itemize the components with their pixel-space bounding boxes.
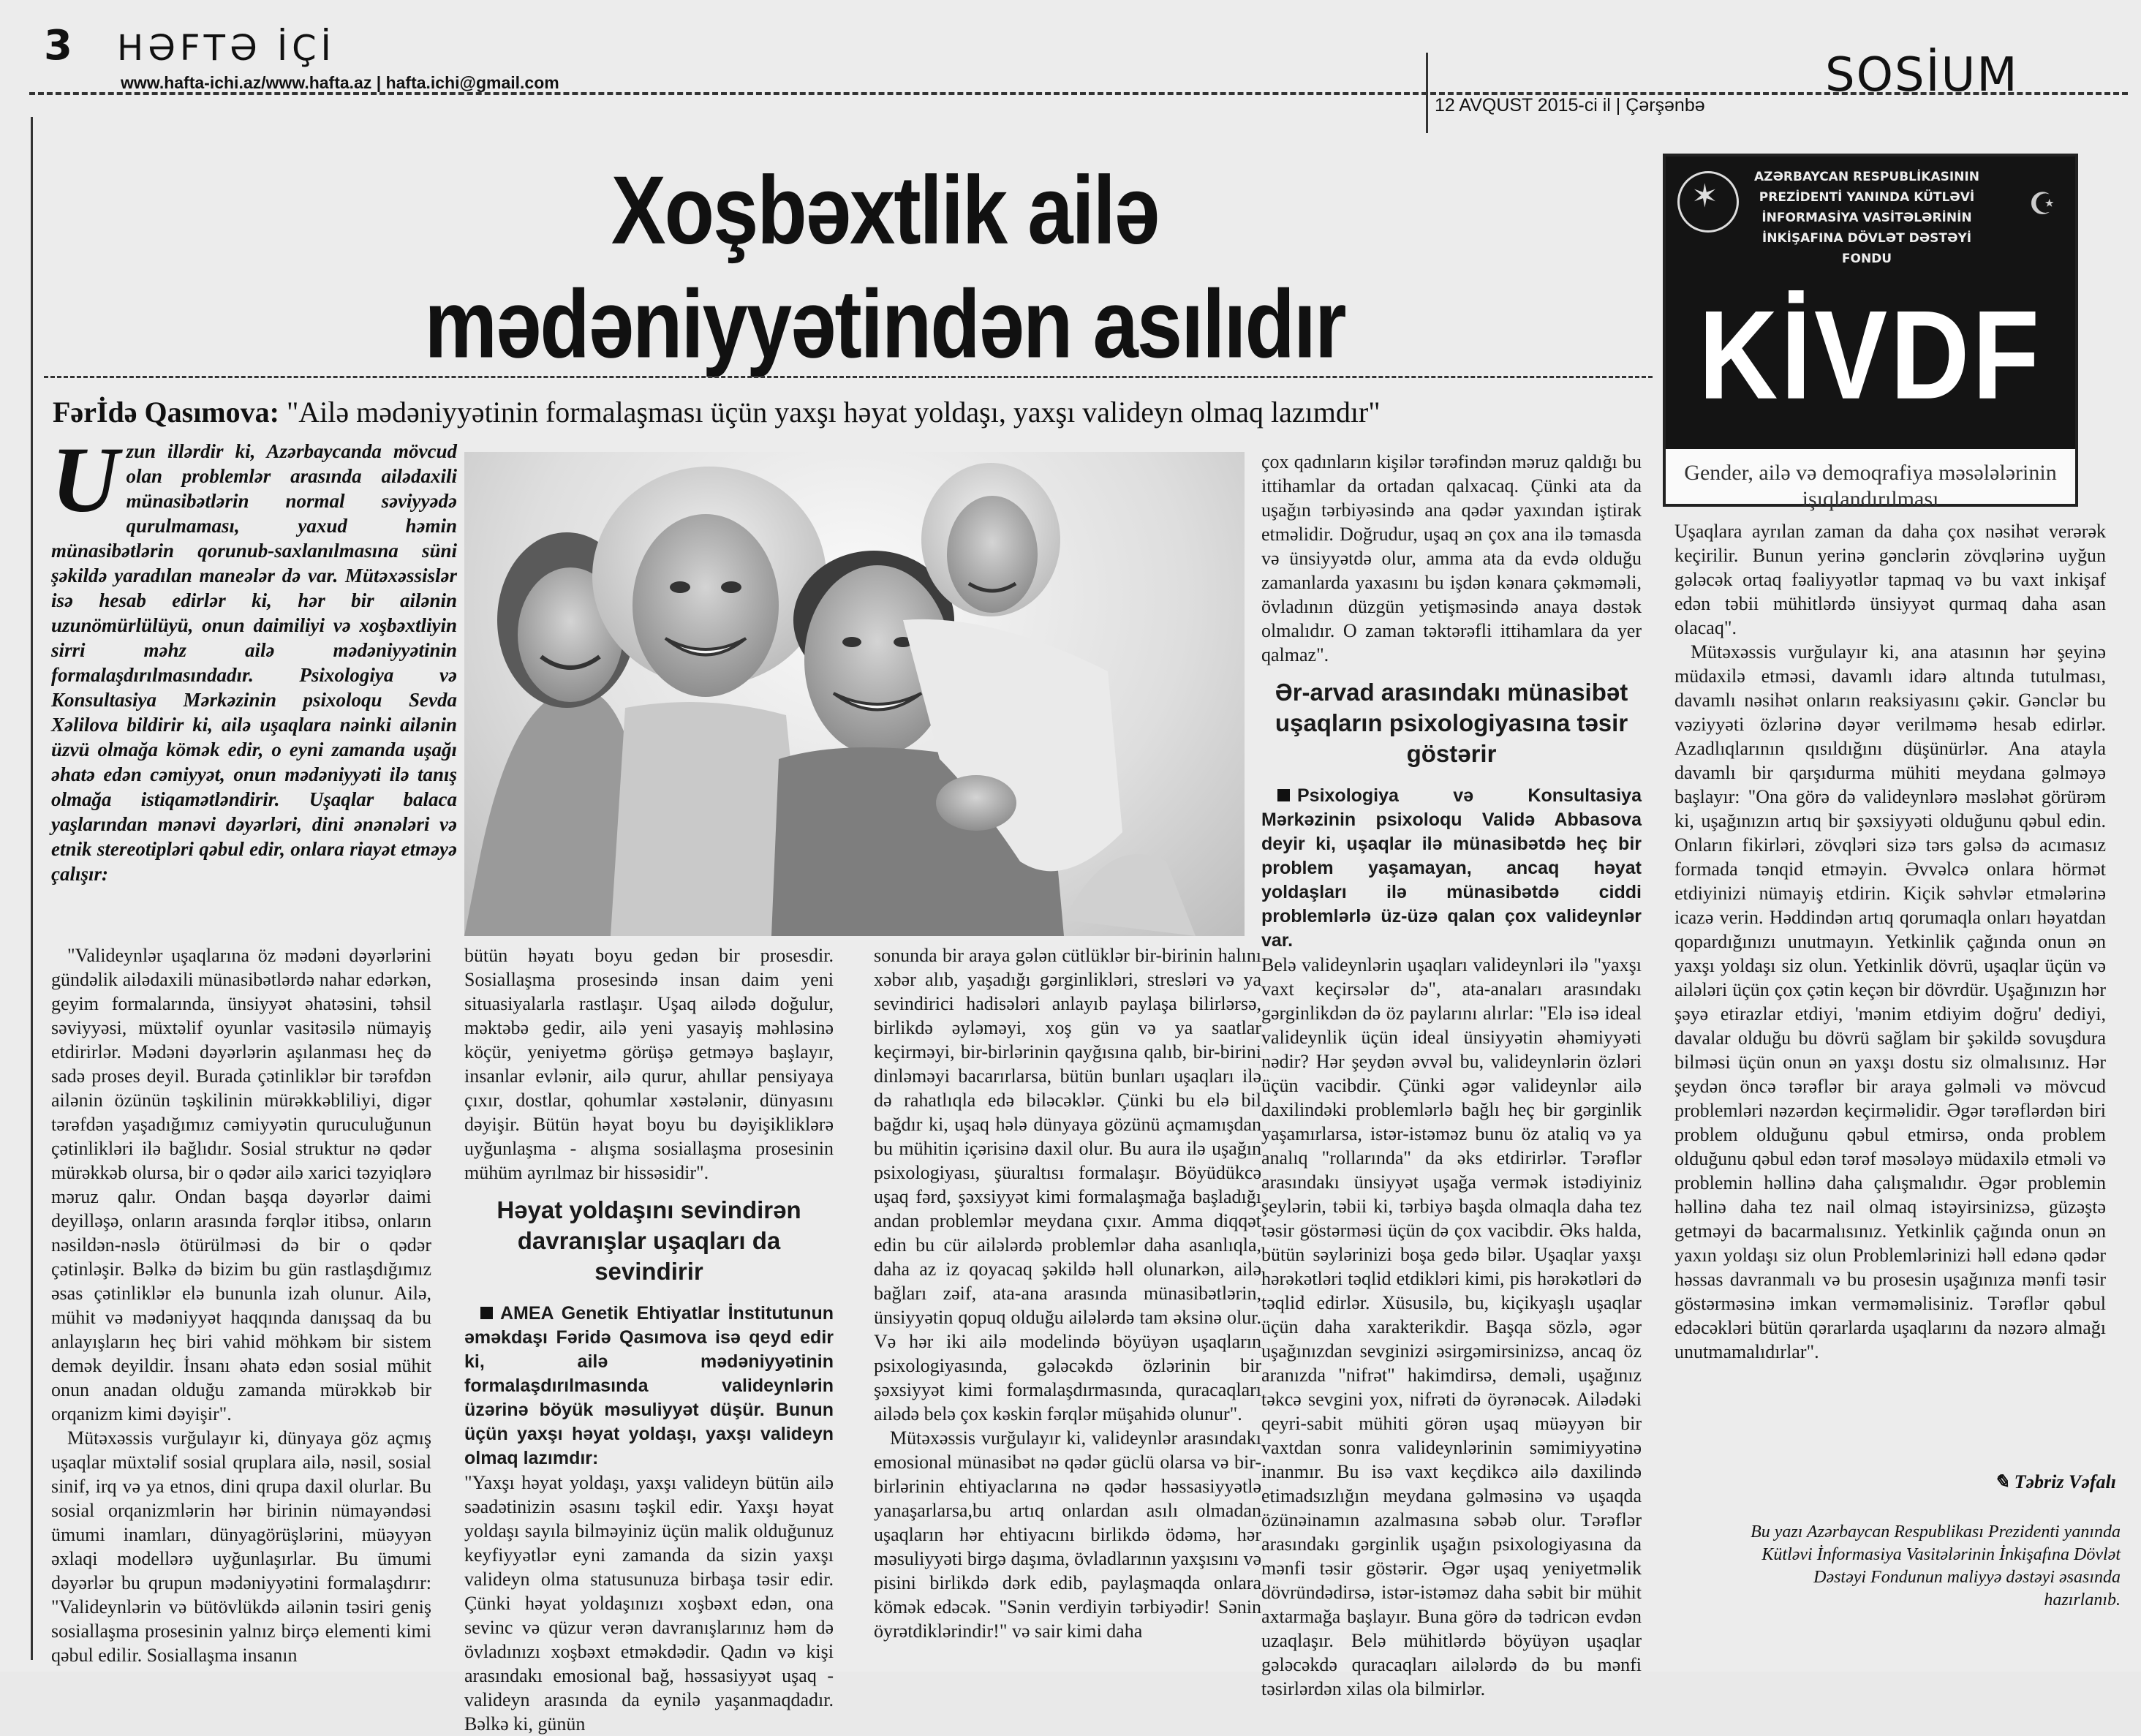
- headline-line-2: mədəniyyətindən asılıdır: [424, 270, 1345, 378]
- section-title: SOSİUM: [1825, 48, 2019, 102]
- family-photo: [464, 452, 1245, 936]
- subheading-2: Ər-arvad arasındakı münasibət uşaqların psixologiyasına təsir göstərir: [1275, 679, 1628, 767]
- author-name: Təbriz Vəfalı: [2014, 1471, 2116, 1492]
- paper-websites: www.hafta-ichi.az/www.hafta.az | hafta.ichi@gmail.com: [121, 73, 559, 92]
- kivdf-caption: Gender, ailə və demoqrafiya məsələlərinin işıqlandırılması: [1684, 461, 2057, 511]
- column-2-paragraph-1: bütün həyatı boyu gedən bir prosesdir. Sosiallaşma prosesində insan daim yeni situasiyalarla rastlaşır. Uşaq ailədə doğulur, məktəbə gedir, ailə yeni yasayiş məhləsinə köçür, yeniyetmə görüşə getməyə başlayır, insanlar evlənir, ailə qurur, ahıllar pensiyaya çıxır, dostlar, qohumlar xəstələnir, dünyasını dəyişir. Bütün həyat boyu bu dəyişikliklərə uyğunlaşma - alışma sosiallaşma prosesinin mühüm ayrılmaz bir hissəsidir".: [464, 945, 834, 1183]
- kivdf-badge: [1663, 154, 2078, 511]
- column-4-paragraph-2: Belə valideynlərin uşaqları valideynləri ilə "yaxşı vaxt keçirsələr də", ata-anaları arasındakı gərginlikdən də öz paylarını alırlar: "Elə isə ideal valideynlik üçün ideal ünsiyyətin əhəmiyyəti nədir? Hər şeydən əvvəl bu, valideynlərin özləri üçün vacibdir. Çünki əgər valideynlər ailə daxilindəki problemlərlə bağlı heç bir gərginlik yaşamırlarsa, istər-istəməz bunu öz ataliq və ya analıq "rollarında" da əks etdirirlər. Tərəflər arasındakı ünsiyyət uşağa vermək istədiyiniz şeylərin, təbii ki, tərbiyə başda olmaqla daha tez təsir göstərməsi üçün də çox vacibdir. Əks halda, bütün səylərinizi boşa gedə bilər. Uşaqlar yaxşı hərəkətləri təqlid etdikləri kimi, pis hərəkətləri də təqlid edirlər. Xüsusilə, bu, kiçikyaşlı uşaqlar üçün daha xarakterikdir. Başqa sözlə, əgər uşağınızdan sevginizi əsirgəmirsinizsə, ancaq öz aranızda "nifrət" hakimdirsə, deməli, uşağınız təkcə sevgini yox, nifrəti də öyrənəcək. Ailədəki qeyri-sabit mühiti görən uşaq müəyyən bir vaxtdan sonra valideynlərinin səmimiyyətinə inanmır. Bu isə vaxt keçdikcə ailə daxilində etimadsızlığın meydana gəlməsinə və uşaqda özünəinamın azalmasına səbəb olur. Tərəflər arasındakı gərginlik uşağın psixologiyasına da mənfi təsir göstərir. Əgər uşaq yeniyetməlik dövründədirsə, istər-istəməz daha səbit bir mühit axtarmağa başlayır. Buna görə də tədricən evdən uzaqlaşır. Belə mühitlərdə böyüyən uşaqlar gələcəkdə quracaqları ailələrdə də bu mənfi təsirlərdən xilas ola bilmirlər.: [1261, 954, 1642, 1699]
- kivdf-dark-panel: [1666, 156, 2075, 449]
- article-column-2: [464, 943, 834, 1736]
- subtitle-name: Fərİdə Qasımova:: [53, 396, 279, 429]
- article-column-1: [51, 943, 431, 1667]
- page-number: 3: [44, 22, 72, 69]
- crescent-star-icon: ☪: [2028, 186, 2056, 222]
- header-separator: [1426, 53, 1428, 133]
- column-5-paragraph-1: Uşaqlara ayrılan zaman da daha çox nəsihət verərək keçirilir. Bunun yerinə gənclərin zövqlərinə uyğun gələcək ortaq fəaliyyətlər tapmaq və bu vaxt inkişaf edən təbii mühitlərdə ünsiyyət qurmaq daha asan olacaq".: [1674, 521, 2106, 638]
- column-5-paragraph-2: Mütəxəssis vurğulayır ki, ana atasının hər şeyinə müdaxilə etməsi, davamlı idarə altında tutulması, davamlı nəsihət onların reaksiyasını çəkir. Gənclər bu vəziyyəti özlərinə dəyər verilməmə hesab edirlər. Azadlıqlarının qısıldığını düşünürlər. Ana atayla davamlı bir qarşıdurma mühiti meydana gəlməyə başlayır: "Ona görə də valideynlərə məsləhət görürəm ki, uşağınızın artıq bir şəxsiyyəti olduğunu qəbul edin. Onların fikirləri, zövqləri sizə tərs gəlsə də acımasız formada tənqid etməyin. Əvvəlcə onlara hörmət etdiyinizi nümayiş etdirin. Kiçik səhvlər etmələrinə icazə verin. Həddindən artıq qorumaqla onları həyatdan qopardığınızı unutmayın. Yetkinlik çağında onun ən yaxşı yoldaşı siz olun. Yetkinlik dövrü, uşaqlar üçün və ailələri üçün çox çətin keçən bir dövrdür. Uşağınızın hər şəyə etirazlar etdiyi, 'mənim etdiyim doğru' dediyi, davalar olduğu bu dövrü sağlam bir şəkildə sovuşdura bilməsi üçün onun ən yaxşı dostu siz olmalısınız. Hər şeydən öncə tərəflər bir araya gəlməli və mövcud problemləri nəzərdən keçirməlidir. Əgər tərəflərdən biri problem olduğunu qəbul etmirsə, onda problem olduğunu qəbul edən tərəf məsələyə müdaxilə etməli və problemin həllinə daha çalışmalıdır. Əgər problemin həllinə daha tez nail olmaq istəyirsinizsə, güzəştə getməyi də bacarmalısınız. Yetkinlik çağında onun ən yaxın yoldaşı siz olun Problemlərinizi həll edənə qədər həssas davranmalı və bu prosesin uşağınıza mənfi təsir göstərməsinə imkan verməməlisiniz. Tərəflər qəbul edəcəkləri bütün qərarlarda uşaqlarını da nəzərə almağı unutmamalıdırlar".: [1674, 641, 2106, 1362]
- column-2-bold-paragraph: [464, 1302, 834, 1471]
- header-divider: [29, 92, 2128, 95]
- column-1-paragraph-2: Mütəxəssis vurğulayır ki, dünyaya göz açmış uşaqlar müxtəlif sosial qruplara ailə, nəsil, sosial sinif, irq və ya etnos, dini qrupa daxil olurlar. Bu sosial orqanizmlərin hər birinin nümayəndəsi ümumi inamları, dünyagörüşlərini, müəyyən əxlaqi modellərə uyğunlaşırlar. Bu ümumi dəyərlər bu qrupun mədəniyyətini formalaşdırır: "Valideynlərin və bütövlükdə ailənin təsiri geniş sosiallaşma prosesinin yalnız birçə elementi kimi qəbul edilir. Sosiallaşma insanın: [51, 1427, 431, 1666]
- pen-icon: ✎: [1993, 1471, 2014, 1492]
- bullet-square-icon: [480, 1307, 493, 1319]
- column-4-paragraph-1: çox qadınların kişilər tərəfindən məruz qaldığı bu ittihamlar da ortadan qalxacaq. Çünki ata da uşağın tərbiyəsində ana qədər yaxından iştirak etməlidir. Doğrudur, uşaq ən çox ana ilə təmasda və ünsiyyətdə olur, amma ata da evdə olduğu zamanlarda yaxasını bu işdən kənara çəkməməli, övladının düzgün yetişməsində anaya dəstək olmalıdır. O zaman təktərəfli ittihamlara da yer qalmaz".: [1261, 451, 1642, 665]
- article-headline: [278, 154, 1492, 382]
- left-border: [31, 117, 33, 1660]
- article-subtitle: [53, 395, 1661, 429]
- column-3-paragraph-2: Mütəxəssis vurğulayır ki, valideynlər arasındakı emosional münasibət nə qədər güclü olarsa və bir-birlərinin ehtiyaclarına nə qədər həssasiyyətlə yanaşarlarsa,bu artıq onlardan asılı olmadan uşaqların hər ehtiyacını birlikdə ödəmə, hər məsuliyyəti birgə daşıma, övladlarının yaxşısını və pisini birlikdə dərk edib, paylaşmaqda onlara kömək edəcək. "Sənin verdiyin tərbiyədir! Sənin öyrətdiklərindir!" və sair kimi daha: [874, 1427, 1261, 1642]
- kivdf-name: KİVDF: [1699, 284, 2042, 426]
- column-2-bold-text: AMEA Genetik Ehtiyatlar İnstitutunun əməkdaşı Fəridə Qasımova isə qeyd edir ki, ailə mədəniyyətinin formalaşdırılmasında valideynlərin üzərinə böyük məsuliyyət düşür. Bunun üçün yaxşı həyat yoldaşı, yaxşı valideyn olmaq lazımdır:: [464, 1303, 834, 1468]
- article-column-4: [1261, 450, 1642, 1701]
- subheading-1: Həyat yoldaşını sevindirən davranışlar uşaqları da sevindirir: [496, 1196, 801, 1285]
- column-4-bold-paragraph: [1261, 784, 1642, 953]
- column-4-bold-text: Psixologiya və Konsultasiya Mərkəzinin psixoloqu Validə Abbasova deyir ki, uşaqlar ilə münasibətdə heç bir problem yaşamayan, ancaq həyat yoldaşları ilə münasibətdə ciddi problemlərlə üz-üzə qalan çox valideynlər var.: [1261, 785, 1642, 951]
- column-1-paragraph-1: "Valideynlər uşaqlarına öz mədəni dəyərlərini gündəlik ailədaxili münasibətlərdə nahar edərkən, geyim formalarında, ünsiyyət əhatəsini, təhsil səviyyəsi, müxtəlif oyunlar vasitəsilə nümayiş etdirirlər. Mədəni dəyərlərin aşılanması heç də sadə proses deyil. Burada çətinliklər bir tərəfdən ailənin özünün təşkilinin mürəkkəbliliyi, digər tərəfdən yaşadığımız cəmiyyətin quruculuğunun çətinlikləri ilə bağlıdır. Sosial struktur nə qədər mürəkkəb olursa, bir o qədər ailə xarici təzyiqlərə məruz qalır. Ondan başqa dəyərlər daimi deyilləşə, onların arasında fərqlər itibsə, onların nəsildən-nəslə ötürülməsi də bir o qədər çətinləşir. Bəlkə də bizim bu gün rastlaşdığımız əsas çətinliklər elə bununla izah olunur. Ailə, mühit və mədəniyyət haqqında danışsaq da bu anlayışların heç biri vahid möhkəm bir sistem demək deyildir. İnsanı əhatə edən sosial mühit onun anadan olduğu zamanda mürəkkəb bir orqanizm kimi dəyişir".: [51, 945, 431, 1424]
- lead-text: zun illərdir ki, Azərbaycanda mövcud olan problemlər arasında ailədaxili münasibətlərin normal səviyyədə qurulmaması, yaxud həmin münasibətlərin qorunub-saxlanılmasına süni şəkildə yaradılan maneələr də var. Mütəxəssislər isə hesab edirlər ki, hər bir ailənin uzunömürlülüyü, onun daimiliyi və xoşbəxtliyin sirri məhz ailə mədəniyyətinin formalaşdırılmasındadır. Psixologiya və Konsultasiya Mərkəzinin psixoloqu Sevda Xəlilova bildirir ki, ailə uşaqlara nəinki ailənin üzvü olmağa kömək edir, o eyni zamanda uşağı əhatə edən cəmiyyət, onun mədəniyyəti ilə tanış olmağa istiqamətləndirir. Uşaqlar balaca yaşlarından mənəvi dəyərləri, dini ənənələri və etnik stereotipləri qəbul edir, onlara riayət etməyə çalışır:: [51, 440, 457, 885]
- article-column-5: [1674, 519, 2106, 1364]
- headline-divider: [44, 376, 1653, 378]
- author-signature: [1993, 1471, 2116, 1493]
- article-lead: [51, 428, 457, 886]
- column-2-paragraph-2: "Yaxşı həyat yoldaşı, yaxşı valideyn bütün ailə səadətinizin əsasını təşkil edir. Yaxşı həyat yoldaşı sayıla bilməyiniz üçün malik olduğunuz keyfiyyətlər eyni zamanda da sizin yaxşı valideyn olma statusunuza birbaşa təsir edir. Çünki həyat yoldaşınızı xoşbəxt edən, ona sevinc və qüzur verən davranışlarınız həm də övladınızı xoşbəxt etməkdədir. Qadın və kişi arasındakı emosional bağ, həssasiyyət uşaq -valideyn arasında da eynilə yaşanmaqdadır. Bəlkə ki, günün: [464, 1472, 834, 1735]
- headline-line-1: Xoşbəxtlik ailə: [611, 156, 1159, 265]
- dropcap-letter: U: [51, 428, 119, 532]
- paper-name: HƏFTƏ İÇİ: [117, 28, 336, 69]
- kivdf-org-name: AZƏRBAYCAN RESPUBLİKASININ PREZİDENTİ YANINDA KÜTLƏVİ İNFORMASİYA VASİTƏLƏRİNİN İNKİŞAFINA DÖVLƏT DƏSTƏYİ FONDU: [1754, 170, 1979, 266]
- bullet-square-icon: [1277, 789, 1290, 801]
- state-emblem-icon: [1677, 171, 1739, 233]
- issue-date: 12 AVQUST 2015-ci il | Çərşənbə: [1435, 95, 1705, 116]
- article-column-3: [874, 943, 1261, 1643]
- family-photo-illustration: [464, 452, 1245, 936]
- subtitle-quote: "Ailə mədəniyyətinin formalaşması üçün yaxşı həyat yoldaşı, yaxşı valideyn olmaq lazımdır": [286, 396, 1381, 429]
- bleed-through-text: [37, 123, 44, 148]
- column-3-paragraph-1: sonunda bir araya gələn cütlüklər bir-birinin halını xəbər alıb, yaşadığı gərginlikləri, stresləri və ya sevindirici hadisələri anlayıb paylaşa bilirlərsə, birlikdə əyləməyi, xoş gün və ya saatlar keçirməyi, bir-birlərinin qayğısına qalıb, bir-birini dinləməyi bacarırlarsa, bütün bunları uşaqları ilə də rahatlıqla edə biləcəklər. Çünki bu elə bil bağdır ki, uşaq hələ dünyaya gözünü açmamışdan bu mühitin içərisinə daxil olur. Bu aura ilə uşağın psixologiyası, şüuraltısı formalaşır. Böyüdükcə uşaq fərd, şəxsiyyət kimi formalaşmağa başladığı andan problemlər meydana çıxır. Amma diqqət edin bu cür ailələrdə problemlər daha asanlıqla, daha az iz qoyacaq şəkildə həll olunarkən, ailə bağları zəif, ata-ana arasında münasibətlərin, ünsiyyətin qopuq olduğu ailələrdə tam əksinə olur. Və hər iki ailə modelində böyüyən uşaqların psixologiyasında, gələcəkdə özlərinin bir şəxsiyyət kimi formalaşdırmasında, quracaqları ailədə belə çox kəskin fərqlər müşahidə olunur".: [874, 945, 1261, 1424]
- funding-footnote: Bu yazı Azərbaycan Respublikası Prezidenti yanında Kütləvi İnformasiya Vasitələrinin İnkişafına Dövlət Dəstəyi Fondunun maliyyə dəstəyi əsasında hazırlanıb.: [1751, 1522, 2121, 1609]
